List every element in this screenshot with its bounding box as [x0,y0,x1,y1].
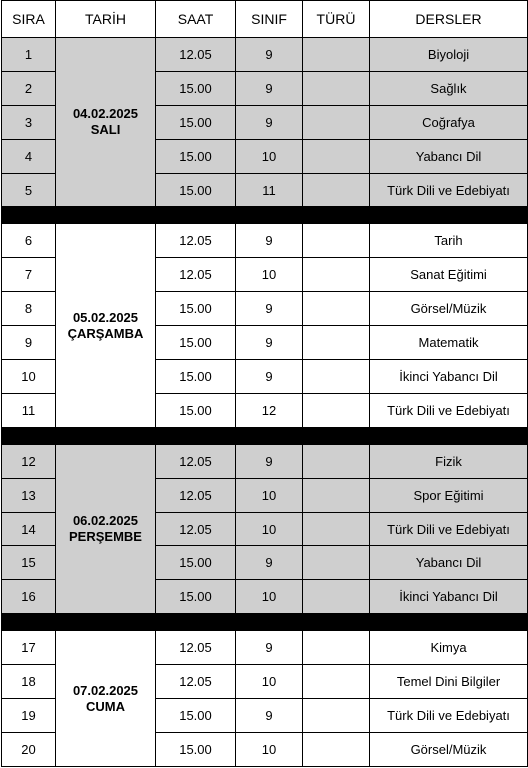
cell-turu [303,224,370,258]
cell-turu [303,71,370,105]
schedule-body [2,38,528,767]
cell-turu [303,173,370,207]
cell-saat: 15.00 [156,326,236,360]
separator-cell [2,207,56,224]
cell-ders: Türk Dili ve Edebiyatı [370,173,528,207]
cell-ders: Sağlık [370,71,528,105]
cell-saat: 12.05 [156,38,236,72]
cell-sinif: 10 [236,512,303,546]
cell-sinif: 9 [236,444,303,478]
cell-sira: 9 [2,326,56,360]
cell-ders: Fizik [370,444,528,478]
exam-day: ÇARŞAMBA [67,325,144,341]
cell-sira: 19 [2,699,56,733]
cell-turu [303,258,370,292]
header-tarih: TARİH [56,1,156,38]
separator-cell [56,207,156,224]
cell-turu [303,360,370,394]
exam-date: 06.02.2025 [72,513,139,529]
header-turu: TÜRÜ [303,1,370,38]
day-separator [2,207,528,224]
cell-ders: Yabancı Dil [370,139,528,173]
date-cell [56,631,156,767]
cell-turu [303,631,370,665]
cell-sira: 15 [2,546,56,580]
date-cell [56,444,156,613]
cell-sira: 8 [2,292,56,326]
cell-turu [303,139,370,173]
cell-ders: Görsel/Müzik [370,732,528,766]
table-row [2,224,528,258]
cell-saat: 12.05 [156,478,236,512]
cell-turu [303,478,370,512]
day-separator [2,614,528,631]
cell-sinif: 9 [236,38,303,72]
cell-ders: İkinci Yabancı Dil [370,580,528,614]
cell-sinif: 10 [236,258,303,292]
cell-turu [303,38,370,72]
cell-ders: Görsel/Müzik [370,292,528,326]
table-row [2,631,528,665]
cell-sinif: 10 [236,665,303,699]
cell-sinif: 11 [236,173,303,207]
cell-saat: 12.05 [156,665,236,699]
separator-cell [303,207,370,224]
separator-cell [56,614,156,631]
cell-turu [303,444,370,478]
separator-cell [56,427,156,444]
separator-cell [156,427,236,444]
cell-sinif: 10 [236,478,303,512]
cell-turu [303,393,370,427]
cell-sira: 18 [2,665,56,699]
separator-cell [370,427,528,444]
cell-ders: İkinci Yabancı Dil [370,360,528,394]
exam-date: 05.02.2025 [72,309,139,325]
cell-ders: Türk Dili ve Edebiyatı [370,393,528,427]
cell-sira: 2 [2,71,56,105]
table-row [2,444,528,478]
cell-saat: 15.00 [156,393,236,427]
cell-ders: Türk Dili ve Edebiyatı [370,512,528,546]
cell-sira: 5 [2,173,56,207]
cell-turu [303,546,370,580]
separator-cell [156,614,236,631]
exam-date: 07.02.2025 [72,682,139,698]
day-separator [2,427,528,444]
header-saat: SAAT [156,1,236,38]
cell-turu [303,292,370,326]
cell-saat: 15.00 [156,360,236,394]
cell-sinif: 9 [236,71,303,105]
cell-turu [303,105,370,139]
cell-saat: 12.05 [156,512,236,546]
cell-sira: 1 [2,38,56,72]
cell-ders: Tarih [370,224,528,258]
cell-saat: 12.05 [156,444,236,478]
separator-cell [236,614,303,631]
cell-sinif: 9 [236,699,303,733]
cell-ders: Kimya [370,631,528,665]
separator-cell [370,614,528,631]
cell-sira: 16 [2,580,56,614]
cell-saat: 15.00 [156,580,236,614]
cell-sira: 13 [2,478,56,512]
cell-turu [303,699,370,733]
cell-sinif: 10 [236,139,303,173]
cell-turu [303,732,370,766]
cell-sinif: 9 [236,360,303,394]
cell-ders: Yabancı Dil [370,546,528,580]
cell-saat: 12.05 [156,631,236,665]
cell-sira: 14 [2,512,56,546]
cell-saat: 15.00 [156,292,236,326]
cell-sinif: 10 [236,732,303,766]
table-row [2,38,528,72]
header-dersler: DERSLER [370,1,528,38]
separator-cell [303,614,370,631]
cell-saat: 15.00 [156,71,236,105]
cell-saat: 15.00 [156,732,236,766]
header-row [2,1,528,38]
cell-ders: Coğrafya [370,105,528,139]
date-cell [56,224,156,427]
cell-saat: 12.05 [156,258,236,292]
cell-sira: 20 [2,732,56,766]
cell-turu [303,512,370,546]
cell-sira: 7 [2,258,56,292]
cell-sira: 17 [2,631,56,665]
separator-cell [2,614,56,631]
cell-sinif: 9 [236,326,303,360]
cell-sinif: 10 [236,580,303,614]
cell-sinif: 9 [236,292,303,326]
cell-sinif: 9 [236,105,303,139]
exam-day: PERŞEMBE [69,529,142,545]
separator-cell [2,427,56,444]
cell-sinif: 9 [236,631,303,665]
cell-saat: 15.00 [156,546,236,580]
cell-ders: Spor Eğitimi [370,478,528,512]
exam-date: 04.02.2025 [72,106,139,122]
cell-ders: Temel Dini Bilgiler [370,665,528,699]
separator-cell [236,427,303,444]
separator-cell [370,207,528,224]
cell-sinif: 12 [236,393,303,427]
separator-cell [303,427,370,444]
cell-ders: Sanat Eğitimi [370,258,528,292]
cell-sira: 4 [2,139,56,173]
cell-saat: 15.00 [156,105,236,139]
cell-ders: Matematik [370,326,528,360]
cell-sinif: 9 [236,224,303,258]
header-sira: SIRA [2,1,56,38]
cell-sira: 10 [2,360,56,394]
separator-cell [236,207,303,224]
date-cell [56,38,156,207]
cell-saat: 15.00 [156,699,236,733]
cell-sira: 11 [2,393,56,427]
cell-saat: 15.00 [156,173,236,207]
cell-ders: Biyoloji [370,38,528,72]
cell-turu [303,580,370,614]
exam-day: SALI [90,122,121,138]
header-sinif: SINIF [236,1,303,38]
cell-sira: 6 [2,224,56,258]
cell-turu [303,326,370,360]
separator-cell [156,207,236,224]
exam-day: CUMA [86,698,125,714]
cell-ders: Türk Dili ve Edebiyatı [370,699,528,733]
cell-saat: 15.00 [156,139,236,173]
cell-sira: 3 [2,105,56,139]
cell-sira: 12 [2,444,56,478]
cell-saat: 12.05 [156,224,236,258]
cell-turu [303,665,370,699]
cell-sinif: 9 [236,546,303,580]
exam-schedule-table [1,0,528,767]
